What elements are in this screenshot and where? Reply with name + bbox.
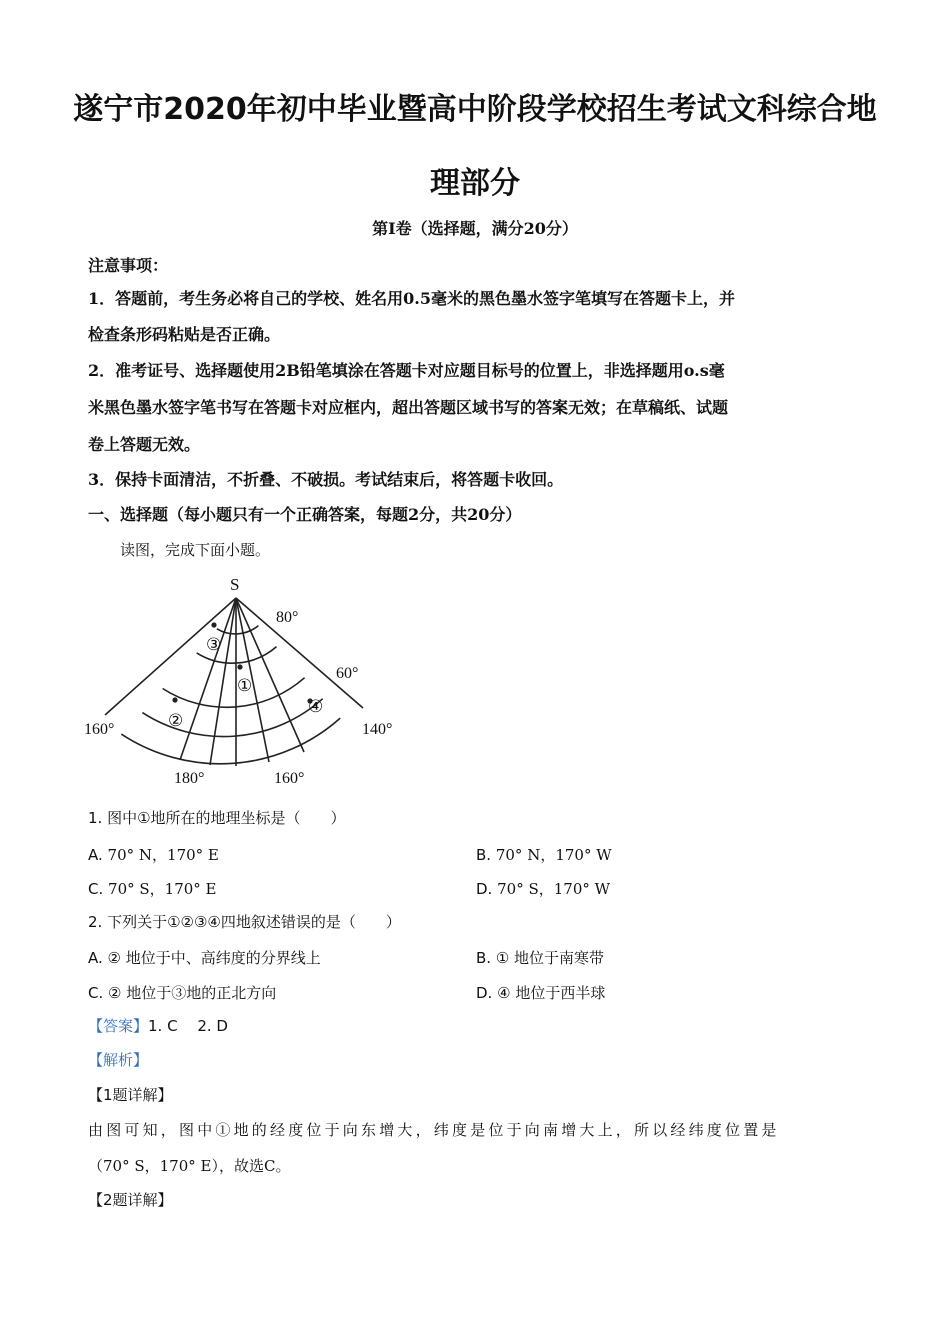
lon-label-right: 140° — [362, 721, 393, 738]
option-text: ④ 地位于西半球 — [497, 984, 606, 1002]
notice-line: 2．准考证号、选择题使用2B铅笔填涂在答题卡对应题目标号的位置上，非选择题用o.s毫 — [88, 361, 725, 380]
option-text: 70° N，170° W — [495, 846, 612, 864]
notice-heading: 注意事项： — [88, 256, 169, 275]
question-2-stem: 2. 下列关于①②③④四地叙述错误的是（ ） — [88, 913, 401, 931]
option-text: 70° S，170° E — [108, 880, 217, 898]
answer-tag: 【答案】 — [88, 1017, 149, 1035]
analysis-tag: 【解析】 — [88, 1051, 149, 1069]
lat-label-60: 60° — [336, 665, 359, 682]
option-key: C. — [88, 880, 104, 898]
q2-option-a — [88, 947, 321, 968]
lon-label-180: 180° — [174, 770, 205, 785]
detail-1-text-line1: 由图可知，图中①地的经度位于向东增大，纬度是位于向南增大上，所以经纬度位置是 — [88, 1121, 780, 1139]
detail-1-tag: 【1题详解】 — [88, 1086, 173, 1104]
option-key: C. — [88, 984, 104, 1002]
lat-label-80: 80° — [276, 609, 299, 626]
q1-option-d — [476, 878, 610, 899]
meridians — [105, 598, 363, 766]
point-label-3: ③ — [206, 635, 222, 654]
notice-line: 卷上答题无效。 — [88, 435, 201, 454]
option-text: ① 地位于南寒带 — [495, 949, 605, 967]
answer-text: 1. C 2. D — [148, 1017, 228, 1035]
detail-1-text-line2: （70° S，170° E），故选C。 — [88, 1157, 291, 1175]
q1-option-c — [88, 878, 217, 899]
option-key: B. — [476, 846, 492, 864]
answer-line — [88, 1016, 228, 1036]
part-heading: 一、选择题（每小题只有一个正确答案，每题2分，共20分） — [88, 505, 522, 524]
notice-line: 3．保持卡面清洁，不折叠、不破损。考试结束后，将答题卡收回。 — [88, 470, 564, 489]
option-text: 70° S，170° W — [497, 880, 611, 898]
lon-label-160: 160° — [274, 770, 305, 785]
option-key: A. — [88, 949, 103, 967]
notice-line: 检查条形码粘贴是否正确。 — [88, 325, 281, 344]
polar-grid-map — [84, 570, 414, 785]
page-title-line1: 遂宁市2020年初中毕业暨高中阶段学校招生考试文科综合地 — [73, 92, 877, 127]
option-text: ② 地位于中、高纬度的分界线上 — [107, 949, 321, 967]
pole-label: S — [230, 575, 240, 594]
point-label-2: ② — [168, 711, 184, 730]
point-label-4: ④ — [308, 697, 324, 716]
detail-2-tag: 【2题详解】 — [88, 1191, 173, 1209]
option-key: A. — [88, 846, 103, 864]
point-label-1: ① — [237, 676, 253, 695]
q1-option-a — [88, 844, 219, 865]
page-title-line2: 理部分 — [430, 166, 520, 201]
section-title: 第Ⅰ卷（选择题，满分20分） — [372, 219, 578, 238]
lon-label-left: 160° — [84, 721, 115, 738]
option-text: 70° N，170° E — [107, 846, 219, 864]
q2-option-b — [476, 947, 604, 968]
q2-option-d — [476, 982, 605, 1003]
q2-option-c — [88, 982, 276, 1003]
question-1-stem: 1. 图中①地所在的地理坐标是（ ） — [88, 809, 346, 827]
option-key: B. — [476, 949, 492, 967]
option-key: D. — [476, 880, 493, 898]
q1-option-b — [476, 844, 612, 865]
notice-line: 1．答题前，考生务必将自己的学校、姓名用0.5毫米的黑色墨水签字笔填写在答题卡上，并 — [88, 289, 735, 308]
parallels — [121, 626, 340, 764]
notice-line: 米黑色墨水签字笔书写在答题卡对应框内，超出答题区域书写的答案无效；在草稿纸、试题 — [88, 398, 729, 417]
option-text: ② 地位于③地的正北方向 — [108, 984, 277, 1002]
option-key: D. — [476, 984, 493, 1002]
question-intro: 读图，完成下面小题。 — [120, 541, 271, 559]
